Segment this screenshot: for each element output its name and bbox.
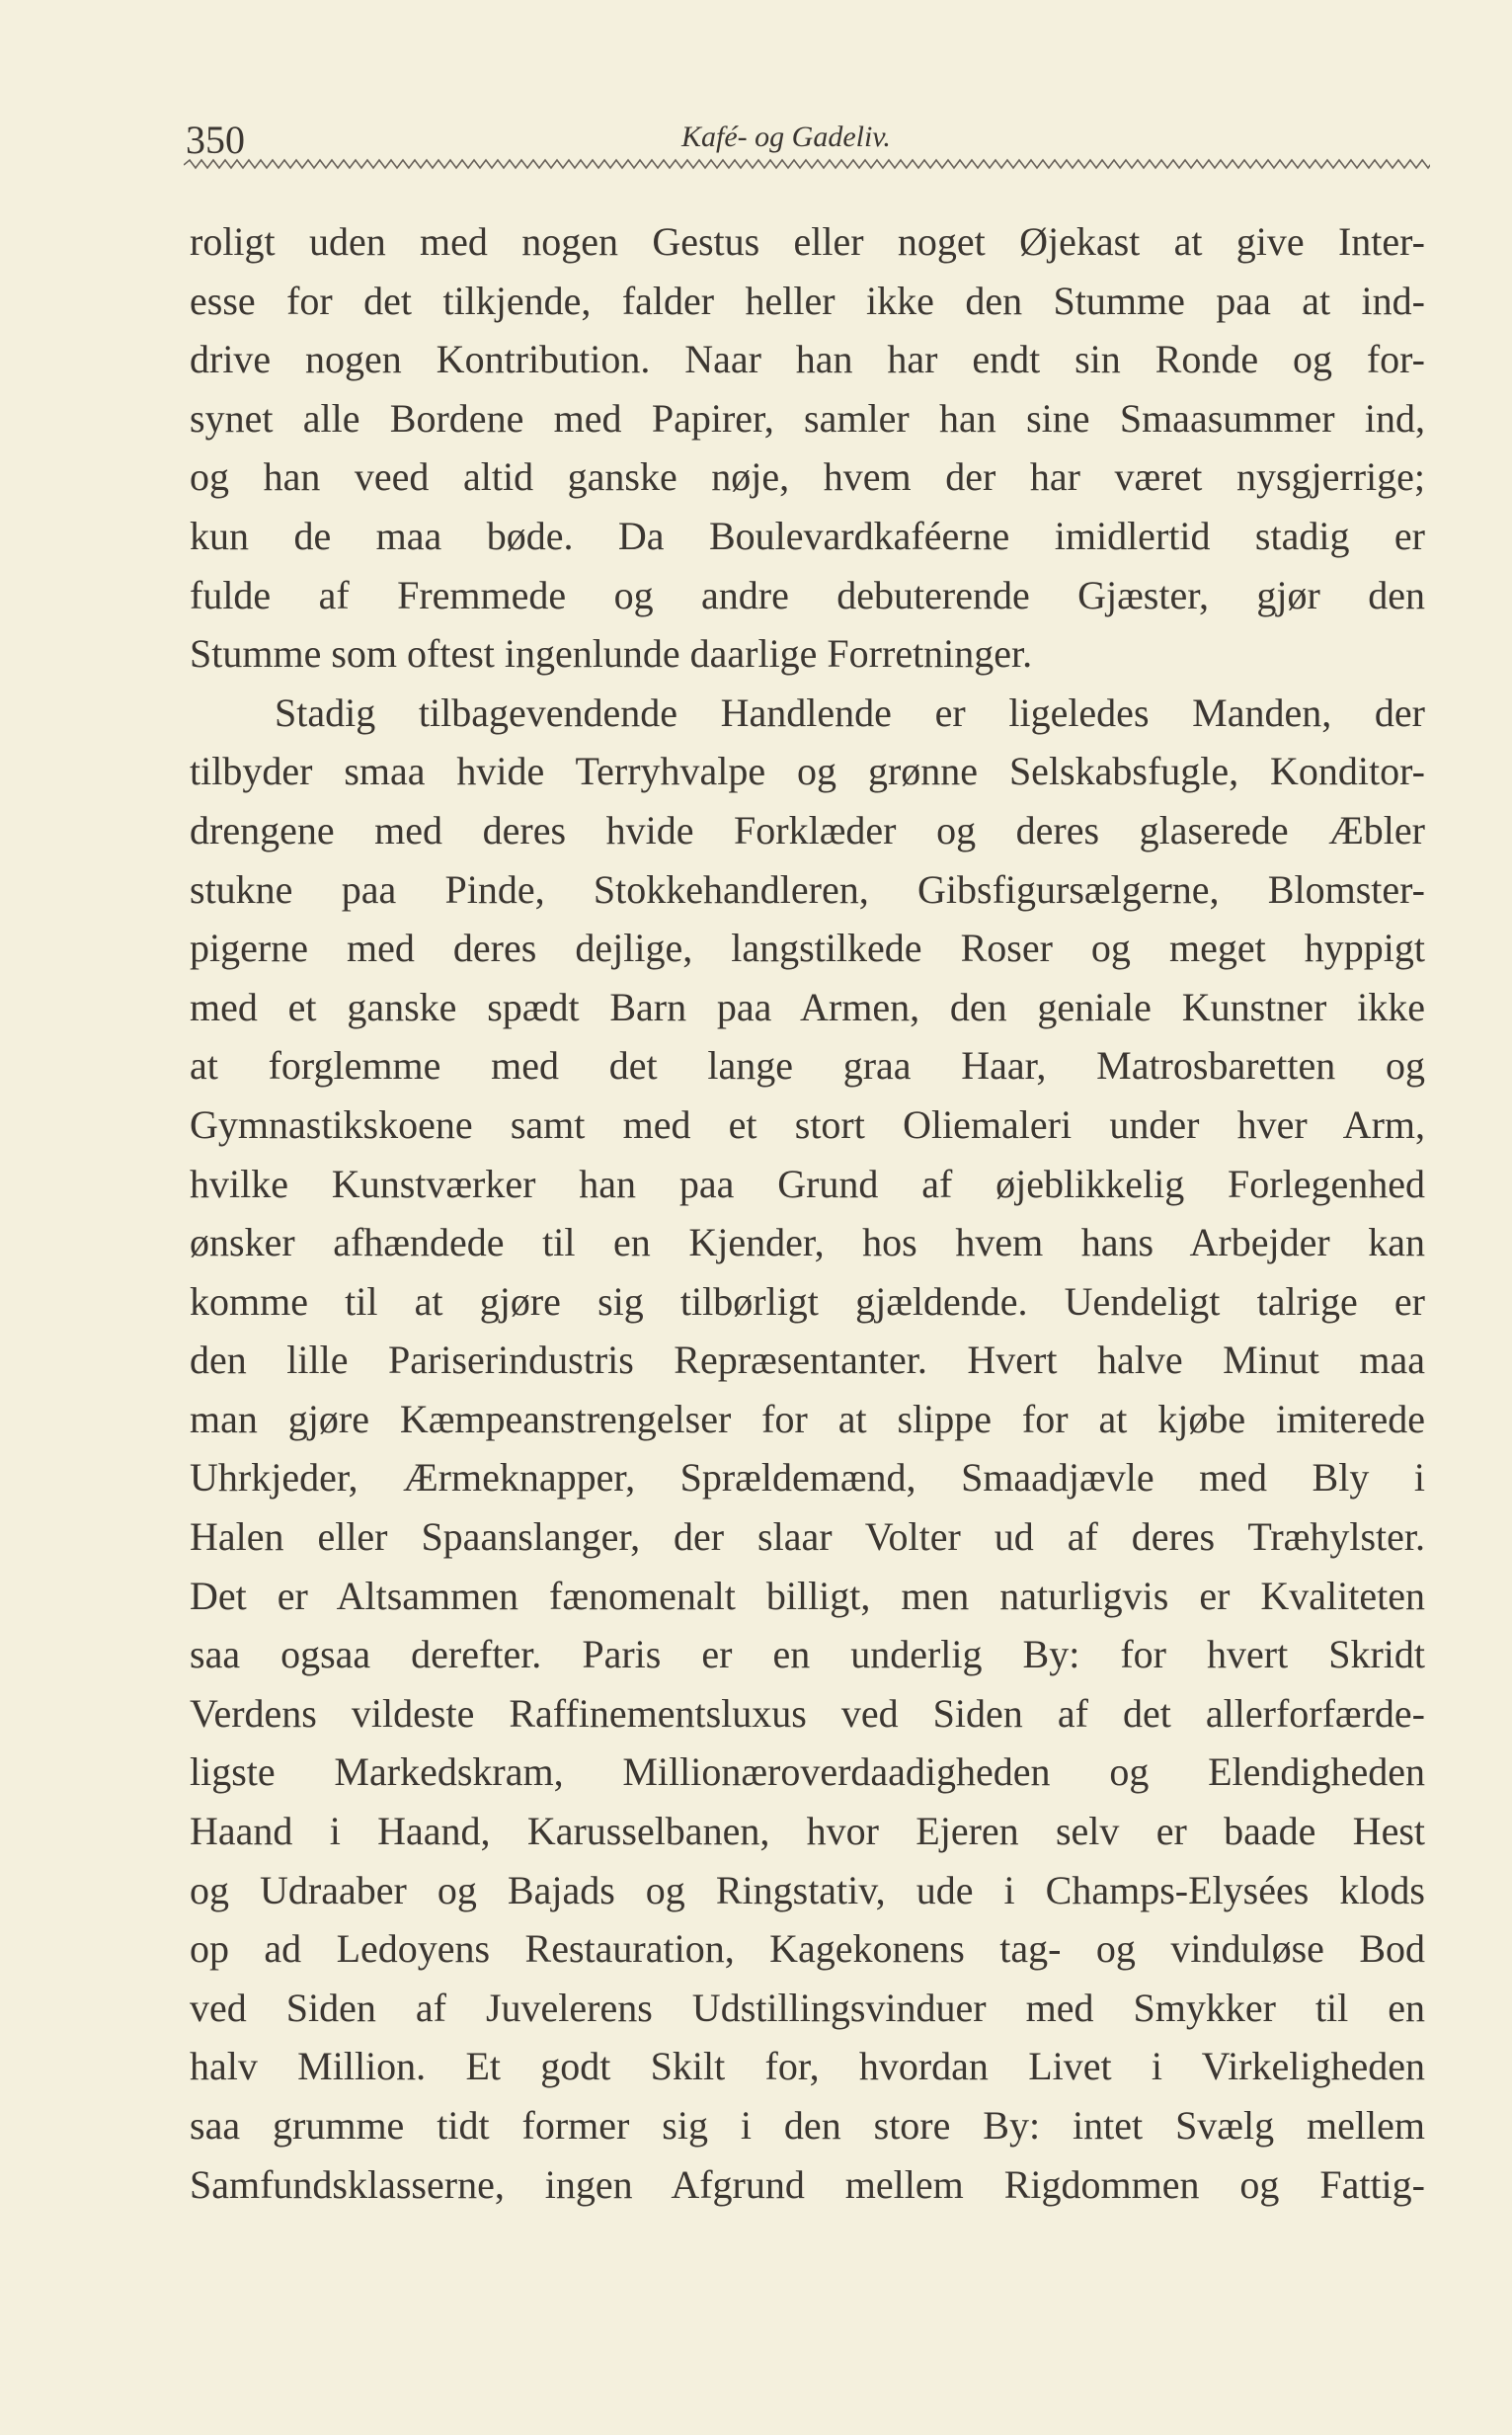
- text-line: Halen eller Spaanslanger, der slaar Volter ud af deres Træhylster.: [190, 1514, 1425, 1560]
- text-line: Stumme som oftest ingenlunde daarlige Forretninger.: [190, 631, 1033, 677]
- text-line: roligt uden med nogen Gestus eller noget Øjekast at give Inter-: [190, 219, 1425, 264]
- text-line: ønsker afhændede til en Kjender, hos hvem hans Arbejder kan: [190, 1220, 1425, 1265]
- text-line: kun de maa bøde. Da Boulevardkaféerne imidlertid stadig er: [190, 513, 1425, 558]
- text-line: ved Siden af Juvelerens Udstillingsvinduer med Smykker til en: [190, 1985, 1425, 2030]
- wavy-header-rule: [184, 158, 1430, 172]
- text-line: drengene med deres hvide Forklæder og deres glaserede Æbler: [190, 807, 1425, 852]
- text-line: den lille Pariserindustris Repræsentanter. Hvert halve Minut maa: [190, 1338, 1425, 1383]
- text-line: pigerne med deres dejlige, langstilkede Roser og meget hyppigt: [190, 926, 1425, 971]
- text-line: at forglemme med det lange graa Haar, Matrosbaretten og: [190, 1043, 1425, 1089]
- text-line: Stadig tilbagevendende Handlende er ligeledes Manden, der: [275, 690, 1425, 735]
- body-text: [190, 212, 1425, 2214]
- text-line: Verdens vildeste Raffinementsluxus ved Siden af det allerforfærde-: [190, 1690, 1425, 1736]
- text-line: Haand i Haand, Karusselbanen, hvor Ejeren selv er baade Hest: [190, 1809, 1425, 1854]
- text-line: Uhrkjeder, Ærmeknapper, Sprældemænd, Smaadjævle med Bly i: [190, 1455, 1425, 1501]
- text-line: med et ganske spædt Barn paa Armen, den geniale Kunstner ikke: [190, 984, 1425, 1029]
- text-line: saa ogsaa derefter. Paris er en underlig By: for hvert Skridt: [190, 1632, 1425, 1677]
- page-number: 350: [186, 118, 245, 162]
- text-line: Gymnastikskoene samt med et stort Oliemaleri under hver Arm,: [190, 1101, 1425, 1147]
- text-line: tilbyder smaa hvide Terryhvalpe og grønne Selskabsfugle, Konditor-: [190, 749, 1425, 794]
- running-title: Kafé- og Gadeliv.: [681, 121, 891, 153]
- text-line: synet alle Bordene med Papirer, samler han sine Smaasummer ind,: [190, 395, 1425, 441]
- text-line: Samfundsklasserne, ingen Afgrund mellem Rigdommen og Fattig-: [190, 2161, 1425, 2207]
- text-line: ligste Markedskram, Millionæroverdaadigheden og Elendigheden: [190, 1749, 1425, 1795]
- text-line: Det er Altsammen fænomenalt billigt, men naturligvis er Kvaliteten: [190, 1573, 1425, 1618]
- text-line: esse for det tilkjende, falder heller ikke den Stumme paa at ind-: [190, 278, 1425, 323]
- text-line: og han veed altid ganske nøje, hvem der har været nysgjerrige;: [190, 454, 1425, 500]
- text-line: stukne paa Pinde, Stokkehandleren, Gibsfigursælgerne, Blomster-: [190, 866, 1425, 912]
- text-line: saa grumme tidt former sig i den store By: intet Svælg mellem: [190, 2103, 1425, 2148]
- text-line: halv Million. Et godt Skilt for, hvordan Livet i Virkeligheden: [190, 2044, 1425, 2089]
- text-line: komme til at gjøre sig tilbørligt gjældende. Uendeligt talrige er: [190, 1278, 1425, 1324]
- text-line: fulde af Fremmede og andre debuterende Gjæster, gjør den: [190, 572, 1425, 617]
- text-line: drive nogen Kontribution. Naar han har endt sin Ronde og for-: [190, 337, 1425, 382]
- text-line: og Udraaber og Bajads og Ringstativ, ude i Champs-Elysées klods: [190, 1867, 1425, 1912]
- text-line: man gjøre Kæmpeanstrengelser for at slippe for at kjøbe imiterede: [190, 1396, 1425, 1441]
- text-line: op ad Ledoyens Restauration, Kagekonens tag- og vinduløse Bod: [190, 1926, 1425, 1972]
- text-line: hvilke Kunstværker han paa Grund af øjeblikkelig Forlegenhed: [190, 1161, 1425, 1206]
